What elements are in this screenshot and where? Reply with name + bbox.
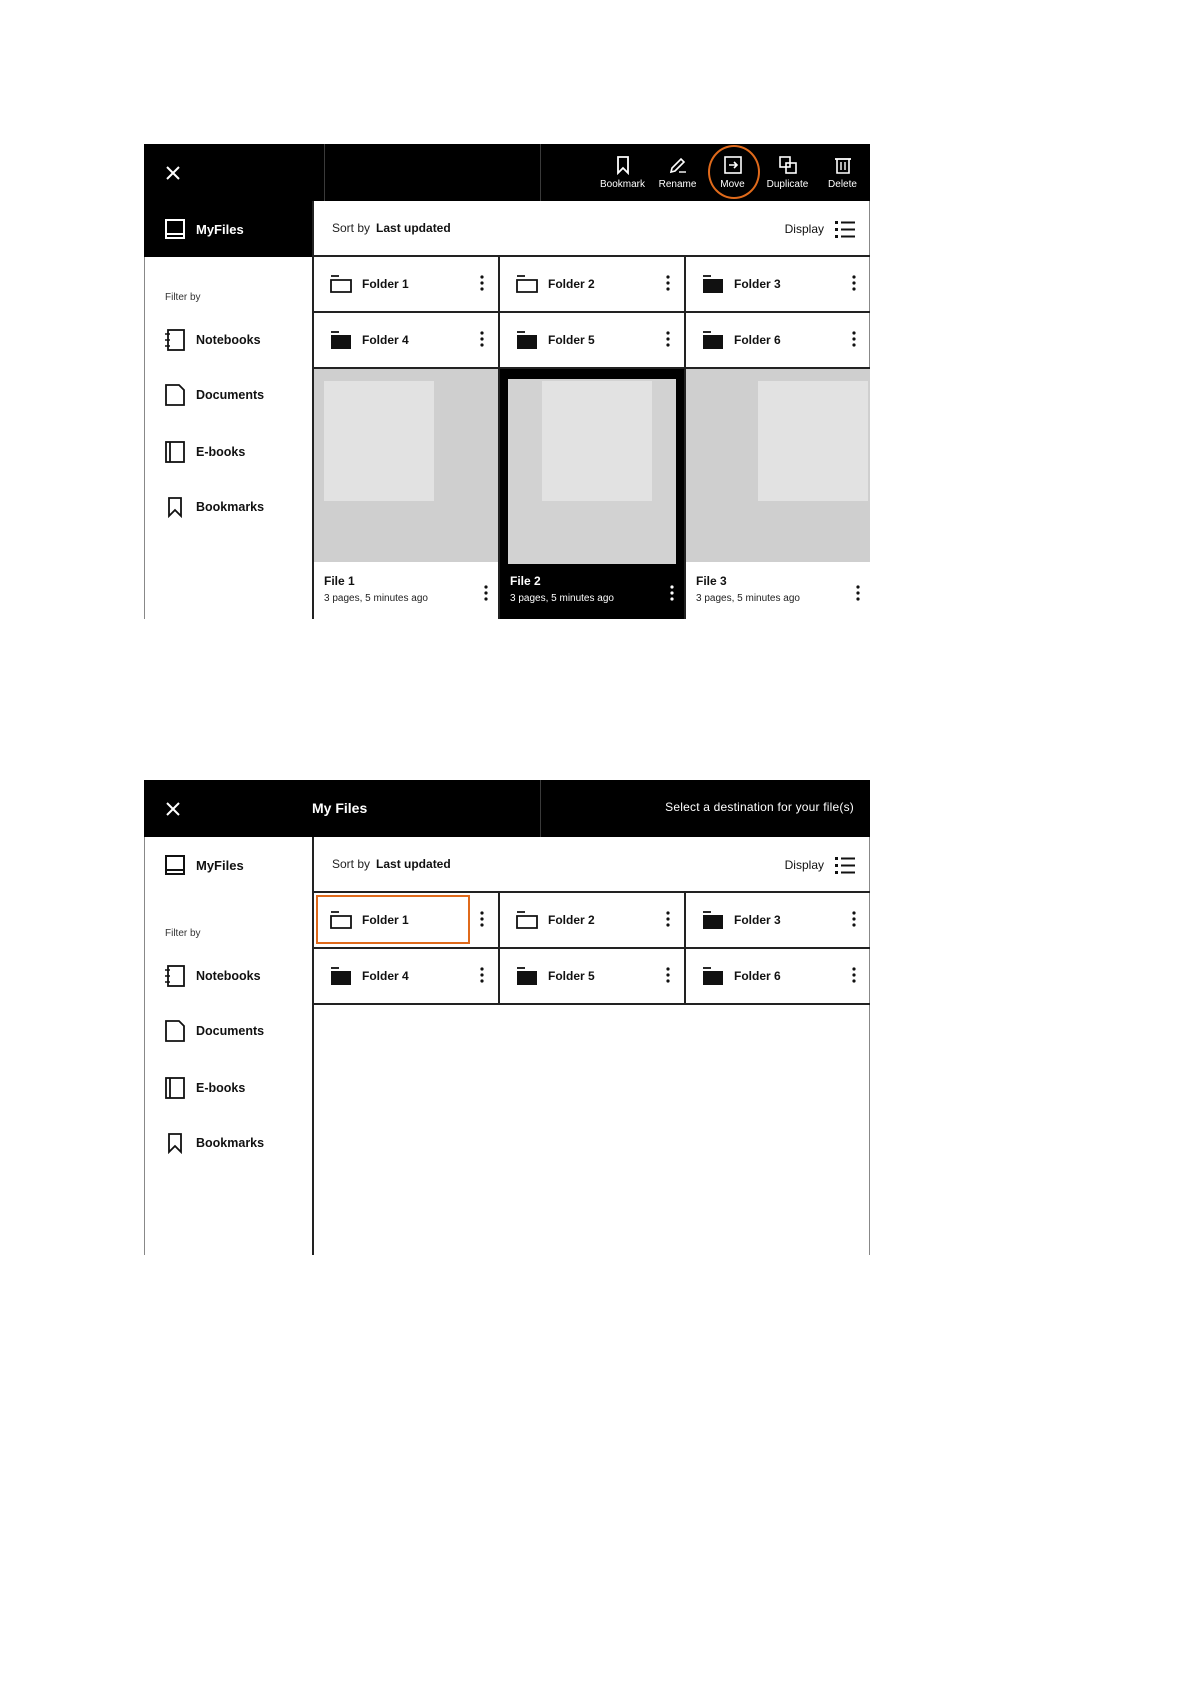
folder-row [314, 949, 870, 1005]
file-card[interactable] [686, 369, 870, 619]
filter-label: Filter by [165, 928, 201, 939]
folder-name: Folder 4 [362, 333, 409, 347]
folder-filled-icon [330, 331, 352, 349]
folder-item[interactable] [686, 893, 870, 947]
tablet-icon [164, 218, 186, 240]
bookmark-button[interactable] [595, 144, 650, 201]
folder-name: Folder 2 [548, 277, 595, 291]
close-button[interactable] [158, 158, 188, 188]
folder-name: Folder 2 [548, 913, 595, 927]
folder-outline-icon [330, 275, 352, 293]
more-options-icon[interactable] [666, 967, 670, 983]
more-options-icon[interactable] [852, 967, 856, 983]
folder-name: Folder 5 [548, 969, 595, 983]
sort-label[interactable]: Sort by [332, 221, 371, 235]
more-options-icon[interactable] [666, 911, 670, 927]
destination-hint: Select a destination for your file(s) [665, 800, 854, 814]
more-options-icon[interactable] [852, 331, 856, 347]
notebook-icon [164, 329, 186, 351]
file-card-selected[interactable] [500, 369, 686, 619]
folder-row [314, 313, 870, 369]
folder-item[interactable] [314, 257, 500, 311]
file-name: File 2 [510, 574, 541, 588]
folder-filled-icon [330, 967, 352, 985]
move-label: Move [720, 179, 745, 190]
folder-name: Folder 1 [362, 913, 409, 927]
move-icon [723, 155, 743, 175]
sidebar-item-label: Notebooks [196, 333, 261, 347]
file-info [324, 574, 428, 604]
folder-name: Folder 4 [362, 969, 409, 983]
bookmark-label: Bookmark [599, 179, 645, 190]
folder-item-selected[interactable] [314, 893, 500, 947]
file-info [696, 574, 800, 604]
file-thumbnail [508, 379, 676, 564]
more-options-icon[interactable] [666, 331, 670, 347]
duplicate-icon [778, 155, 798, 175]
more-options-icon[interactable] [670, 585, 674, 601]
folder-row [314, 893, 870, 949]
file-thumbnail [314, 369, 498, 562]
file-meta: 3 pages, 5 minutes ago [696, 593, 800, 604]
sort-value[interactable]: Last updated [376, 857, 451, 871]
file-row [314, 369, 870, 619]
file-meta: 3 pages, 5 minutes ago [324, 593, 428, 604]
topbar-divider [540, 144, 541, 201]
trash-icon [833, 155, 853, 175]
sidebar-item-documents[interactable] [164, 1016, 309, 1046]
delete-label: Delete [828, 179, 857, 190]
folder-item[interactable] [314, 949, 500, 1003]
topbar-divider [324, 144, 325, 201]
sidebar-item-label: E-books [196, 1081, 246, 1095]
more-options-icon[interactable] [484, 585, 488, 601]
folder-filled-icon [702, 911, 724, 929]
ebook-icon [164, 1077, 186, 1099]
more-options-icon[interactable] [666, 275, 670, 291]
sidebar-item-ebooks[interactable] [164, 1073, 309, 1103]
file-card[interactable] [314, 369, 500, 619]
more-options-icon[interactable] [480, 967, 484, 983]
folder-filled-icon [702, 275, 724, 293]
pencil-icon [668, 155, 688, 175]
sidebar-item-myfiles[interactable] [144, 201, 314, 257]
sidebar-header-label: MyFiles [196, 857, 244, 873]
sidebar-item-label: E-books [196, 445, 246, 459]
bookmark-icon [164, 496, 186, 518]
delete-button[interactable] [815, 144, 870, 201]
close-icon [165, 801, 181, 817]
more-options-icon[interactable] [852, 275, 856, 291]
folder-item[interactable] [686, 257, 870, 311]
sidebar-item-label: Bookmarks [196, 1136, 265, 1150]
display-toggle[interactable] [785, 851, 856, 879]
bookmark-icon [614, 155, 632, 175]
notebook-icon [164, 965, 186, 987]
move-button[interactable] [705, 144, 760, 201]
display-label: Display [784, 858, 824, 872]
topbar-divider [540, 780, 541, 837]
sidebar-item-label: Documents [196, 388, 265, 402]
file-name: File 3 [696, 574, 727, 588]
folder-name: Folder 5 [548, 333, 595, 347]
sidebar-item-myfiles[interactable] [144, 837, 314, 893]
display-label: Display [784, 222, 824, 236]
page-preview [758, 381, 868, 501]
folder-filled-icon [516, 331, 538, 349]
sidebar-item-label: Bookmarks [196, 500, 265, 514]
move-destination-panel [144, 780, 870, 1255]
folder-item[interactable] [686, 313, 870, 367]
page-preview [324, 381, 434, 501]
file-name: File 1 [324, 574, 355, 588]
selection-actions [595, 144, 870, 201]
sort-value[interactable]: Last updated [376, 221, 451, 235]
file-browser-selection-panel [144, 144, 870, 619]
sort-bar [314, 201, 870, 257]
folder-name: Folder 1 [362, 277, 409, 291]
sidebar-item-bookmarks[interactable] [164, 1128, 309, 1158]
folder-filled-icon [516, 967, 538, 985]
top-bar [144, 780, 870, 837]
filter-label: Filter by [165, 292, 201, 303]
ebook-icon [164, 441, 186, 463]
folder-item[interactable] [500, 893, 686, 947]
duplicate-label: Duplicate [766, 179, 809, 190]
file-grid [314, 257, 870, 619]
folder-row [314, 257, 870, 313]
page-title: My Files [312, 800, 368, 816]
rename-label: Rename [658, 179, 697, 190]
sidebar-item-ebooks[interactable] [164, 437, 309, 467]
folder-name: Folder 3 [734, 277, 781, 291]
sidebar-item-notebooks[interactable] [164, 961, 309, 991]
bookmark-icon [164, 1132, 186, 1154]
folder-item[interactable] [500, 949, 686, 1003]
sidebar-item-label: Notebooks [196, 969, 261, 983]
sort-bar [314, 837, 870, 893]
folder-item[interactable] [500, 257, 686, 311]
list-view-icon [834, 218, 856, 240]
sidebar-item-bookmarks[interactable] [164, 492, 309, 522]
more-options-icon[interactable] [480, 331, 484, 347]
folder-item[interactable] [686, 949, 870, 1003]
more-options-icon[interactable] [856, 585, 860, 601]
folder-outline-icon [516, 911, 538, 929]
close-icon [165, 165, 181, 181]
more-options-icon[interactable] [480, 275, 484, 291]
folder-filled-icon [702, 967, 724, 985]
sidebar-item-label: Documents [196, 1024, 265, 1038]
folder-filled-icon [702, 331, 724, 349]
duplicate-button[interactable] [760, 144, 815, 201]
top-action-bar [144, 144, 870, 201]
file-meta: 3 pages, 5 minutes ago [510, 593, 614, 604]
close-button[interactable] [158, 794, 188, 824]
sidebar-item-documents[interactable] [164, 380, 309, 410]
tablet-icon [164, 854, 186, 876]
display-toggle[interactable] [785, 215, 856, 243]
file-info [510, 574, 614, 604]
document-icon [164, 1020, 186, 1042]
folder-grid [314, 893, 870, 1005]
folder-outline-icon [330, 911, 352, 929]
page-preview [542, 381, 652, 501]
sort-label[interactable]: Sort by [332, 857, 371, 871]
sidebar-header-label: MyFiles [196, 221, 244, 237]
folder-item[interactable] [500, 313, 686, 367]
document-icon [164, 384, 186, 406]
folder-item[interactable] [314, 313, 500, 367]
folder-name: Folder 6 [734, 333, 781, 347]
more-options-icon[interactable] [480, 911, 484, 927]
list-view-icon [834, 854, 856, 876]
more-options-icon[interactable] [852, 911, 856, 927]
file-thumbnail [686, 369, 870, 562]
sidebar-item-notebooks[interactable] [164, 325, 309, 355]
folder-name: Folder 3 [734, 913, 781, 927]
rename-button[interactable] [650, 144, 705, 201]
folder-name: Folder 6 [734, 969, 781, 983]
folder-outline-icon [516, 275, 538, 293]
